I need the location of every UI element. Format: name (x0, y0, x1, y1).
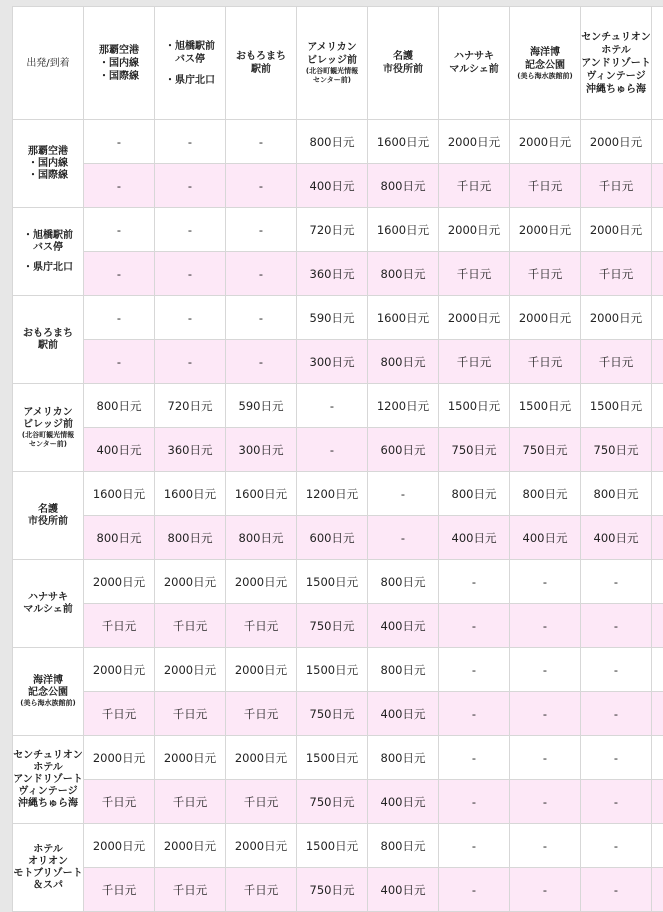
label-line: センチュリオン (581, 31, 651, 43)
fare-table-container (12, 6, 663, 912)
label-note: (北谷町観光情報 (21, 430, 75, 439)
label-line (155, 66, 225, 74)
table-row (13, 428, 663, 472)
fare-cell-alt: - (368, 516, 439, 560)
table-row (13, 604, 663, 648)
label-line: ・旭橋駅前 (23, 229, 73, 241)
fare-cell-alt: 千日元 (226, 868, 297, 912)
label-line: 駅前 (38, 339, 58, 351)
table-row (13, 120, 663, 164)
fare-cell: - (155, 296, 226, 340)
label-line: バス停 (175, 53, 205, 65)
fare-cell: 1200日元 (297, 472, 368, 516)
label-line: 那覇空港 (99, 44, 139, 56)
fare-cell: 1500日元 (439, 384, 510, 428)
table-row (13, 472, 663, 516)
fare-cell-alt: 600日元 (297, 516, 368, 560)
fare-cell: - (226, 120, 297, 164)
fare-cell-alt: - (510, 604, 581, 648)
row-header-4 (13, 472, 84, 560)
fare-cell-alt: 750日元 (297, 604, 368, 648)
label-note: (美ら海水族館前) (517, 71, 573, 80)
label-line: 海洋博 (33, 675, 63, 686)
overflow-cell (652, 560, 663, 604)
label-line: ・国内線 (28, 157, 68, 169)
label-line: 市役所前 (28, 515, 68, 527)
fare-cell: 800日元 (368, 648, 439, 692)
fare-cell: 1600日元 (368, 120, 439, 164)
overflow-cell (652, 868, 663, 912)
fare-cell-alt: 千日元 (581, 340, 652, 384)
fare-cell: - (510, 560, 581, 604)
fare-cell-alt: - (581, 868, 652, 912)
fare-cell: - (84, 208, 155, 252)
fare-cell-alt: 800日元 (368, 340, 439, 384)
label-line: 那覇空港 (28, 145, 68, 157)
fare-cell: 2000日元 (581, 120, 652, 164)
fare-cell: - (439, 824, 510, 868)
fare-cell: 720日元 (155, 384, 226, 428)
table-row (13, 736, 663, 780)
label-line: ・県庁北口 (23, 261, 73, 273)
label-line: アンドリゾート (581, 57, 651, 69)
fare-cell-alt: 千日元 (84, 868, 155, 912)
fare-cell-alt: - (155, 340, 226, 384)
fare-cell-alt: 300日元 (226, 428, 297, 472)
label-line: バス停 (33, 241, 63, 253)
table-row (13, 648, 663, 692)
overflow-cell (652, 780, 663, 824)
fare-cell-alt: - (439, 604, 510, 648)
label-line: 沖縄ちゅら海 (18, 797, 78, 809)
fare-cell: 1500日元 (510, 384, 581, 428)
label-line: マルシェ前 (23, 603, 73, 615)
fare-cell: 2000日元 (439, 120, 510, 164)
fare-cell: - (581, 824, 652, 868)
fare-cell: 2000日元 (581, 296, 652, 340)
row-header-6 (13, 648, 84, 736)
fare-cell: 1500日元 (297, 736, 368, 780)
label-line: 記念公園 (28, 687, 68, 698)
fare-cell-alt: 千日元 (155, 868, 226, 912)
label-line: おもろまち (236, 51, 286, 62)
overflow-cell (652, 472, 663, 516)
overflow-cell (652, 252, 663, 296)
table-row (13, 824, 663, 868)
column-header-7 (581, 7, 652, 120)
fare-cell-alt: 400日元 (581, 516, 652, 560)
fare-cell-alt: 800日元 (368, 252, 439, 296)
label-line: ・国内線 (99, 57, 139, 69)
fare-cell-alt: 千日元 (510, 164, 581, 208)
fare-cell: 800日元 (84, 384, 155, 428)
fare-cell: - (155, 120, 226, 164)
fare-cell: 1500日元 (297, 648, 368, 692)
fare-cell-alt: 千日元 (84, 692, 155, 736)
fare-cell: 1600日元 (84, 472, 155, 516)
table-row (13, 560, 663, 604)
header-row (13, 7, 663, 120)
fare-cell-alt: - (226, 340, 297, 384)
fare-cell: 2000日元 (510, 120, 581, 164)
overflow-cell (652, 164, 663, 208)
column-header-1 (155, 7, 226, 120)
label-line: 名護 (38, 503, 58, 515)
fare-cell: 800日元 (581, 472, 652, 516)
fare-cell: - (581, 648, 652, 692)
label-line: ビレッジ前 (23, 418, 73, 430)
fare-cell-alt: - (439, 780, 510, 824)
fare-cell: - (226, 208, 297, 252)
fare-cell-alt: 千日元 (439, 164, 510, 208)
fare-cell: - (297, 384, 368, 428)
fare-cell-alt: 400日元 (439, 516, 510, 560)
fare-cell: - (510, 824, 581, 868)
fare-cell: 2000日元 (439, 296, 510, 340)
label-line: 海洋博 (530, 46, 560, 58)
fare-cell-alt: 千日元 (226, 604, 297, 648)
fare-cell-alt: 300日元 (297, 340, 368, 384)
fare-cell: 2000日元 (226, 648, 297, 692)
table-row (13, 780, 663, 824)
label-line: アメリカン (23, 406, 73, 418)
label-line: ＆スパ (33, 879, 63, 891)
fare-cell: - (510, 736, 581, 780)
fare-cell-alt: 千日元 (155, 780, 226, 824)
fare-cell: 2000日元 (581, 208, 652, 252)
fare-cell-alt: - (581, 692, 652, 736)
fare-cell: - (226, 296, 297, 340)
fare-cell: 2000日元 (510, 208, 581, 252)
fare-cell-alt: 400日元 (84, 428, 155, 472)
overflow-cell (652, 296, 663, 340)
fare-cell: 1600日元 (368, 208, 439, 252)
fare-cell-alt: 千日元 (84, 780, 155, 824)
label-line: ・国際線 (28, 169, 68, 181)
fare-cell-alt: 千日元 (155, 604, 226, 648)
fare-cell-alt: 400日元 (510, 516, 581, 560)
fare-cell-alt: 750日元 (581, 428, 652, 472)
fare-cell: - (439, 560, 510, 604)
fare-cell-alt: - (439, 868, 510, 912)
fare-cell: 1500日元 (297, 824, 368, 868)
fare-cell: 1500日元 (581, 384, 652, 428)
fare-cell-alt: 千日元 (439, 252, 510, 296)
row-header-1 (13, 208, 84, 296)
label-line: ・旭橋駅前 (165, 40, 215, 52)
fare-cell: 2000日元 (226, 824, 297, 868)
overflow-cell (652, 516, 663, 560)
fare-cell: 2000日元 (226, 736, 297, 780)
fare-cell-alt: 800日元 (226, 516, 297, 560)
overflow-cell (652, 824, 663, 868)
fare-cell-alt: 360日元 (297, 252, 368, 296)
row-header-8 (13, 824, 84, 912)
fare-cell: 2000日元 (84, 824, 155, 868)
label-line: モトブリゾート (13, 867, 83, 879)
row-header-3 (13, 384, 84, 472)
fare-cell: 2000日元 (155, 736, 226, 780)
fare-cell-alt: 400日元 (368, 868, 439, 912)
label-line: マルシェ前 (449, 64, 499, 75)
fare-cell: - (368, 472, 439, 516)
table-row (13, 692, 663, 736)
fare-cell: - (439, 736, 510, 780)
overflow-cell (652, 428, 663, 472)
fare-cell: 2000日元 (510, 296, 581, 340)
fare-cell: - (84, 120, 155, 164)
label-line: ヴィンテージ (18, 785, 78, 797)
fare-cell: 800日元 (368, 560, 439, 604)
fare-cell: 2000日元 (155, 824, 226, 868)
fare-cell-alt: - (510, 780, 581, 824)
fare-cell-alt: 400日元 (297, 164, 368, 208)
fare-cell: - (439, 648, 510, 692)
fare-cell-alt: - (439, 692, 510, 736)
label-line: ・国際線 (99, 70, 139, 82)
fare-cell: 800日元 (439, 472, 510, 516)
fare-cell-alt: 800日元 (84, 516, 155, 560)
fare-cell: 2000日元 (84, 648, 155, 692)
label-line: 名護 (393, 51, 413, 62)
fare-cell: 1600日元 (226, 472, 297, 516)
fare-cell: 2000日元 (155, 560, 226, 604)
column-header-4 (368, 7, 439, 120)
table-row (13, 868, 663, 912)
corner-header: 出発/到着 (13, 7, 84, 120)
fare-cell-alt: 600日元 (368, 428, 439, 472)
label-line: ホテル (601, 44, 631, 56)
label-line: おもろまち (23, 327, 73, 339)
overflow-cell (652, 648, 663, 692)
fare-cell-alt: 千日元 (510, 340, 581, 384)
label-note: (美ら海水族館前) (20, 699, 76, 707)
fare-cell: 1600日元 (155, 472, 226, 516)
fare-cell: 800日元 (368, 824, 439, 868)
overflow-cell (652, 736, 663, 780)
fare-cell: 1500日元 (297, 560, 368, 604)
fare-cell: - (155, 208, 226, 252)
label-line: オリオン (28, 855, 68, 867)
fare-cell-alt: 800日元 (155, 516, 226, 560)
overflow-cell (652, 692, 663, 736)
fare-table (12, 6, 663, 912)
fare-cell-alt: 750日元 (297, 780, 368, 824)
fare-cell: 2000日元 (439, 208, 510, 252)
label-line: ヴィンテージ (586, 70, 646, 82)
table-row (13, 384, 663, 428)
table-row (13, 252, 663, 296)
fare-cell-alt: 千日元 (226, 780, 297, 824)
row-header-7 (13, 736, 84, 824)
fare-cell-alt: - (84, 340, 155, 384)
label-line: アンドリゾート (13, 773, 83, 785)
label-line: ・県庁北口 (165, 74, 215, 86)
fare-cell-alt: 800日元 (368, 164, 439, 208)
fare-cell-alt: 千日元 (226, 692, 297, 736)
overflow-cell (652, 384, 663, 428)
table-row (13, 208, 663, 252)
fare-cell-alt: - (510, 868, 581, 912)
fare-cell-alt: - (155, 164, 226, 208)
label-note: (北谷町観光情報 (305, 67, 359, 75)
fare-cell-alt: 750日元 (297, 692, 368, 736)
fare-cell-alt: 750日元 (297, 868, 368, 912)
column-header-3 (297, 7, 368, 120)
row-header-2 (13, 296, 84, 384)
fare-cell-alt: 360日元 (155, 428, 226, 472)
fare-cell-alt: - (155, 252, 226, 296)
label-line: ホテル (33, 761, 63, 773)
label-line: ビレッジ前 (307, 55, 357, 66)
fare-cell: - (581, 736, 652, 780)
overflow-column-header (652, 7, 663, 120)
fare-cell-alt: 400日元 (368, 604, 439, 648)
fare-cell: 720日元 (297, 208, 368, 252)
fare-cell-alt: - (297, 428, 368, 472)
label-line: 沖縄ちゅら海 (586, 83, 646, 95)
table-row (13, 516, 663, 560)
fare-cell-alt: 千日元 (439, 340, 510, 384)
fare-cell: - (581, 560, 652, 604)
table-row (13, 296, 663, 340)
fare-cell-alt: - (226, 164, 297, 208)
label-line: センチュリオン (13, 749, 83, 761)
label-line: ハナサキ (454, 51, 494, 62)
fare-cell-alt: 千日元 (581, 164, 652, 208)
column-header-6 (510, 7, 581, 120)
fare-cell-alt: - (510, 692, 581, 736)
overflow-cell (652, 340, 663, 384)
fare-cell: 800日元 (510, 472, 581, 516)
label-line: ホテル (33, 843, 63, 855)
fare-cell: 800日元 (368, 736, 439, 780)
fare-cell: 2000日元 (84, 560, 155, 604)
fare-cell-alt: 750日元 (439, 428, 510, 472)
label-line: ハナサキ (28, 591, 68, 603)
label-line: 駅前 (251, 64, 271, 75)
fare-cell-alt: 400日元 (368, 692, 439, 736)
fare-cell: 2000日元 (155, 648, 226, 692)
fare-cell: 590日元 (297, 296, 368, 340)
label-line: 市役所前 (383, 64, 423, 75)
row-header-0 (13, 120, 84, 208)
fare-cell-alt: 千日元 (84, 604, 155, 648)
table-row (13, 340, 663, 384)
fare-cell-alt: 千日元 (510, 252, 581, 296)
overflow-cell (652, 120, 663, 164)
label-line (13, 254, 83, 262)
table-body (13, 120, 663, 912)
fare-cell-alt: 750日元 (510, 428, 581, 472)
label-note: センター前) (313, 76, 351, 84)
fare-cell: 1600日元 (368, 296, 439, 340)
column-header-5 (439, 7, 510, 120)
label-note: センター前) (29, 439, 67, 448)
fare-cell-alt: - (581, 604, 652, 648)
fare-cell: 2000日元 (84, 736, 155, 780)
fare-cell-alt: - (226, 252, 297, 296)
label-line: アメリカン (307, 42, 357, 53)
fare-cell-alt: 400日元 (368, 780, 439, 824)
fare-cell: 800日元 (297, 120, 368, 164)
table-row (13, 164, 663, 208)
fare-cell: 1200日元 (368, 384, 439, 428)
column-header-0 (84, 7, 155, 120)
label-line: 記念公園 (525, 59, 565, 71)
fare-cell: 2000日元 (226, 560, 297, 604)
fare-cell-alt: 千日元 (155, 692, 226, 736)
overflow-cell (652, 604, 663, 648)
fare-cell-alt: - (84, 164, 155, 208)
fare-cell: - (510, 648, 581, 692)
fare-cell-alt: - (581, 780, 652, 824)
fare-cell-alt: - (84, 252, 155, 296)
row-header-5 (13, 560, 84, 648)
overflow-cell (652, 208, 663, 252)
fare-cell: 590日元 (226, 384, 297, 428)
fare-cell: - (84, 296, 155, 340)
column-header-2 (226, 7, 297, 120)
fare-cell-alt: 千日元 (581, 252, 652, 296)
